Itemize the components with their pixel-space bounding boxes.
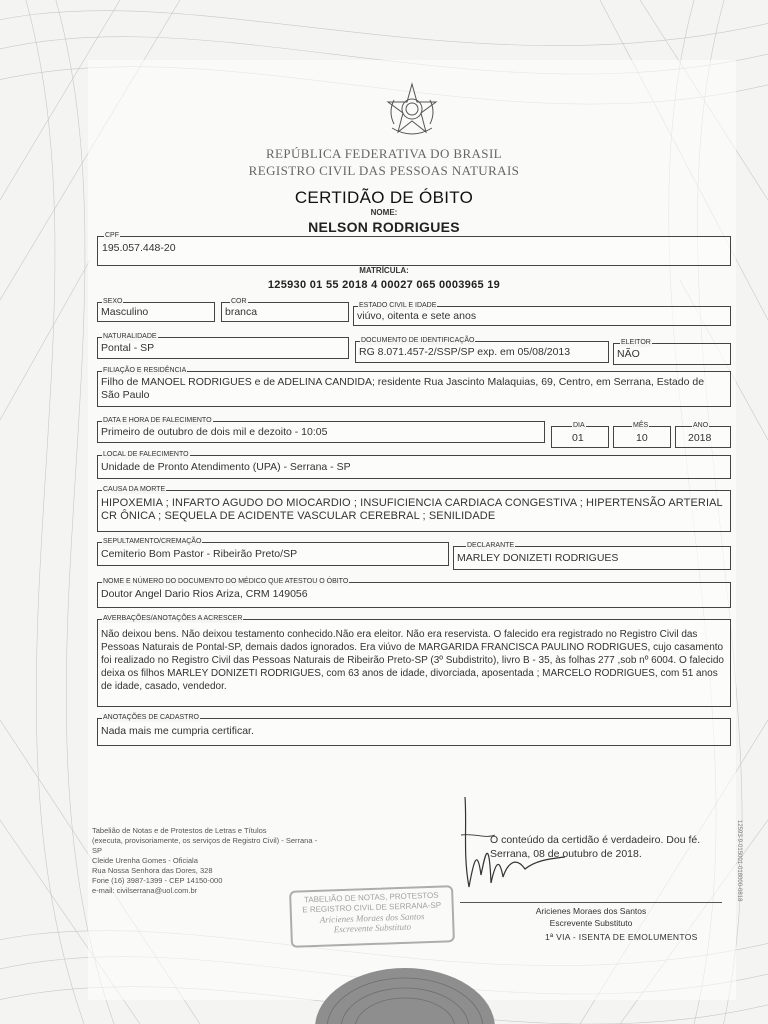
filiacao-value: Filho de MANOEL RODRIGUES e de ADELINA CANDIDA; residente Rua Jascinto Malaquias, 69, Centro, em Serrana, Estado de São Paulo bbox=[101, 376, 705, 401]
documento-label: DOCUMENTO DE IDENTIFICAÇÃO bbox=[361, 337, 475, 344]
filiacao-field bbox=[97, 367, 731, 407]
stamp-line: E REGISTRO CIVIL DE SERRANA-SP bbox=[302, 900, 442, 915]
matricula-value: 125930 01 55 2018 4 00027 065 0003965 19 bbox=[267, 279, 501, 291]
cor-value: branca bbox=[225, 306, 258, 318]
stamp-line: Escrevente Substituto bbox=[333, 921, 412, 935]
medico-value: Doutor Angel Dario Rios Ariza, CRM 149056 bbox=[101, 588, 308, 600]
cadastro-field bbox=[97, 714, 731, 746]
nome-value: NELSON RODRIGUES bbox=[308, 219, 460, 235]
mes-value: 10 bbox=[636, 432, 648, 444]
via-notice: 1ª VIA - ISENTA DE EMOLUMENTOS bbox=[545, 932, 698, 942]
local-value: Unidade de Pronto Atendimento (UPA) - Serrana - SP bbox=[101, 461, 351, 473]
medico-label: NOME E NÚMERO DO DOCUMENTO DO MÉDICO QUE ATESTOU O ÓBITO bbox=[103, 578, 349, 585]
sexo-label: SEXO bbox=[103, 298, 123, 305]
republica-heading: REPÚBLICA FEDERATIVA DO BRASIL bbox=[265, 146, 503, 161]
local-field bbox=[97, 451, 731, 479]
falecimento-value: Primeiro de outubro de dois mil e dezoito - 10:05 bbox=[101, 426, 328, 438]
sexo-field bbox=[97, 298, 215, 322]
eleitor-field bbox=[613, 339, 731, 365]
stamp-line: TABELIÃO DE NOTAS, PROTESTOS bbox=[303, 890, 439, 905]
averbacoes-label: AVERBAÇÕES/ANOTAÇÕES A ACRESCER bbox=[103, 615, 243, 622]
causa-field bbox=[97, 486, 731, 532]
dia-label: DIA bbox=[573, 422, 585, 429]
registro-heading: REGISTRO CIVIL DAS PESSOAS NATURAIS bbox=[248, 163, 520, 178]
causa-label: CAUSA DA MORTE bbox=[103, 486, 166, 493]
filiacao-label: FILIAÇÃO E RESIDÊNCIA bbox=[103, 367, 187, 374]
declarante-value: MARLEY DONIZETI RODRIGUES bbox=[457, 552, 619, 564]
cor-label: COR bbox=[231, 298, 247, 305]
cpf-label: CPF bbox=[105, 232, 119, 239]
falecimento-field bbox=[97, 417, 545, 443]
dia-value: 01 bbox=[572, 432, 584, 444]
ano-label: ANO bbox=[693, 422, 709, 429]
sexo-value: Masculino bbox=[101, 306, 149, 318]
sepultamento-label: SEPULTAMENTO/CREMAÇÃO bbox=[103, 538, 202, 545]
brazil-coat-of-arms-icon bbox=[384, 82, 440, 138]
sepultamento-value: Cemiterio Bom Pastor - Ribeirão Preto/SP bbox=[101, 548, 298, 560]
local-label: LOCAL DE FALECIMENTO bbox=[103, 451, 189, 458]
estado-civil-value: viúvo, oitenta e sete anos bbox=[357, 310, 477, 322]
cartorio-line: Fone (16) 3987-1399 - CEP 14150-000 bbox=[92, 876, 223, 885]
notary-stamp bbox=[289, 885, 455, 948]
falecimento-label: DATA E HORA DE FALECIMENTO bbox=[103, 417, 212, 424]
declarante-label: DECLARANTE bbox=[467, 542, 515, 549]
mes-label: MÊS bbox=[633, 422, 649, 429]
eleitor-label: ELEITOR bbox=[621, 339, 651, 346]
naturalidade-value: Pontal - SP bbox=[101, 342, 155, 354]
certification-statement: O conteúdo da certidão é verdadeiro. Dou fé. bbox=[490, 834, 701, 846]
declarante-field bbox=[453, 542, 731, 570]
mes-field bbox=[613, 422, 671, 448]
causa-value: HIPOXEMIA ; INFARTO AGUDO DO MIOCARDIO ; INSUFICIENCIA CARDIACA CONGESTIVA ; HIPERTENSÃO ARTERIAL CR ÔNICA ; SEQUELA DE ACIDENTE VASCULAR CEREBRAL ; SENILIDADE bbox=[101, 497, 723, 522]
averbacoes-field bbox=[97, 615, 731, 707]
cadastro-value: Nada mais me cumpria certificar. bbox=[101, 725, 254, 737]
cartorio-line: Cleide Urenha Gomes - Oficiala bbox=[92, 856, 198, 865]
eleitor-value: NÃO bbox=[617, 348, 640, 360]
cartorio-line: (executa, provisoriamente, os serviços de Registro Civil) - Serrana - SP bbox=[92, 836, 318, 855]
cpf-value: 195.057.448-20 bbox=[102, 242, 176, 254]
cadastro-label: ANOTAÇÕES DE CADASTRO bbox=[103, 714, 199, 721]
certification-text bbox=[490, 833, 730, 861]
documento-field bbox=[355, 337, 609, 363]
medico-field bbox=[97, 578, 731, 608]
side-serial-code: 12593-9-015001-018000-0818 bbox=[736, 820, 742, 902]
estado-civil-label: ESTADO CIVIL E IDADE bbox=[359, 302, 437, 309]
matricula-label: MATRÍCULA: bbox=[359, 266, 409, 275]
cartorio-line: Tabelião de Notas e de Protestos de Letras e Títulos bbox=[92, 826, 267, 835]
averbacoes-value: Não deixou bens. Não deixou testamento conhecido.Não era eleitor. Não era reservista. O falecido era registrado no Registro Civil das Pessoas Naturais de Pontal-SP, demais dados ignorados. Era viúvo de MARGARIDA FRANCISCA PAULINO RODRIGUES, cujo casamento foi realizado no Registro Civil das Pessoas Naturais de Ribeirão Preto-SP (3º Subdistrito), livro B - 35, às folhas 277 ,sob nº 6004. O falecido deixa os filhos MARLEY DONIZETI RODRIGUES, com 63 anos de idade, divorciada, aposentada ; MARCELO RODRIGUES, com 51 anos de idade, casado, vendedor. bbox=[101, 629, 724, 692]
signer-role: Escrevente Substituto bbox=[549, 918, 633, 928]
certification-date: Serrana, 08 de outubro de 2018. bbox=[490, 848, 642, 860]
cartorio-line: e-mail: civilserrana@uol.com.br bbox=[92, 886, 198, 895]
dia-field bbox=[551, 422, 609, 448]
ano-field bbox=[675, 422, 731, 448]
cpf-field bbox=[97, 232, 731, 266]
security-seal-icon bbox=[310, 960, 500, 1024]
naturalidade-label: NATURALIDADE bbox=[103, 333, 157, 340]
sepultamento-field bbox=[97, 538, 449, 566]
signature-line bbox=[460, 902, 722, 903]
nome-label: NOME: bbox=[370, 208, 398, 217]
documento-value: RG 8.071.457-2/SSP/SP exp. em 05/08/2013 bbox=[359, 346, 571, 358]
document-title: CERTIDÃO DE ÓBITO bbox=[294, 188, 474, 207]
naturalidade-field bbox=[97, 333, 349, 359]
estado-civil-field bbox=[353, 302, 731, 326]
ano-value: 2018 bbox=[688, 432, 712, 444]
cor-field bbox=[221, 298, 349, 322]
signer-name: Aricienes Moraes dos Santos bbox=[535, 906, 647, 916]
stamp-line: Aricienes Moraes dos Santos bbox=[319, 911, 425, 925]
cartorio-info bbox=[92, 826, 322, 896]
cartorio-line: Rua Nossa Senhora das Dores, 328 bbox=[92, 866, 213, 875]
